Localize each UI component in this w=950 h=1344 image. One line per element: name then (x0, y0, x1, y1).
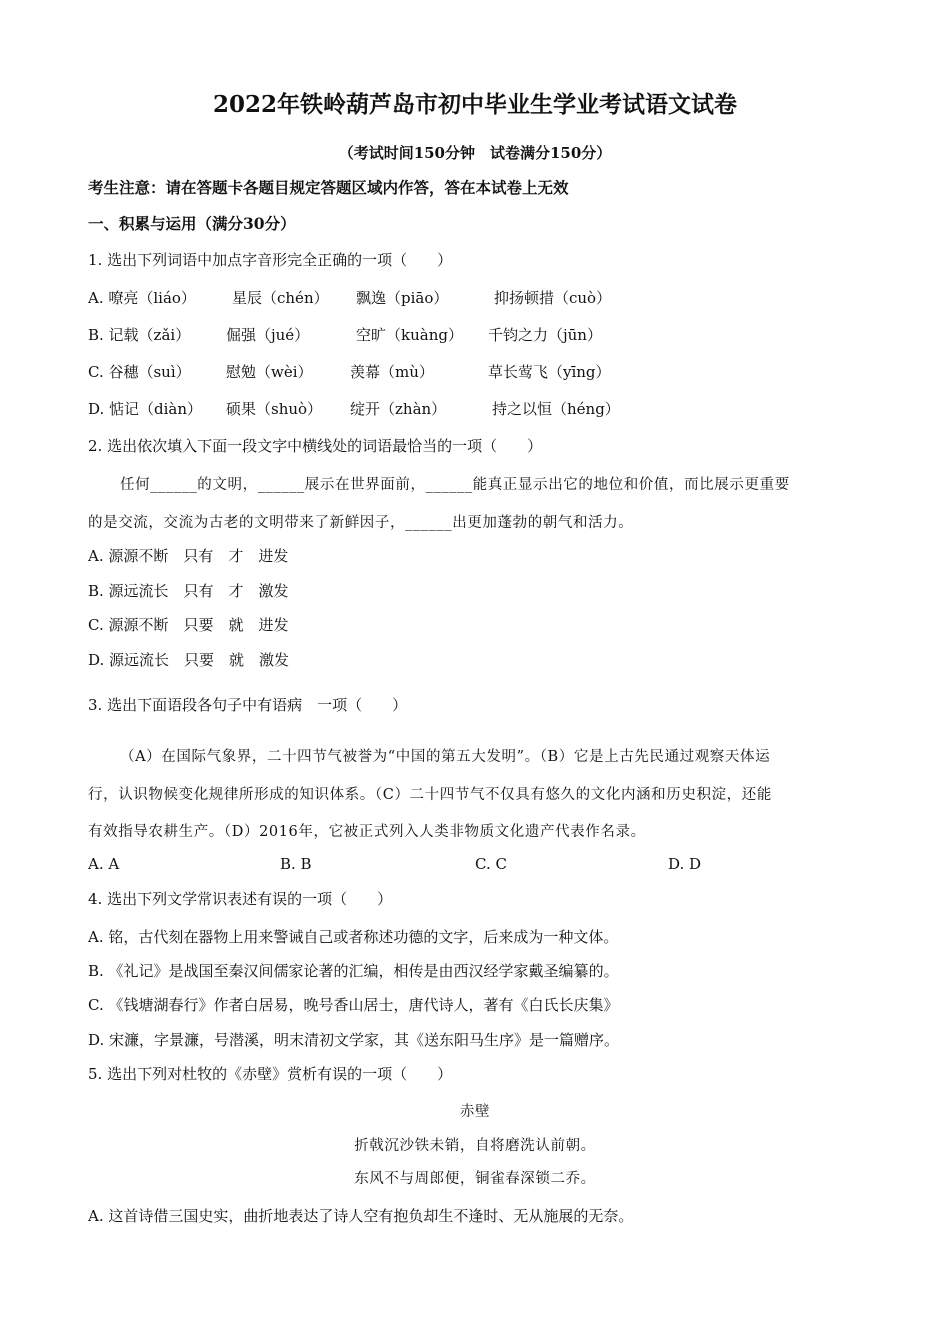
q1-stem: 1. 选出下列词语中加点字音形完全正确的一项（ ） (88, 251, 453, 269)
q1-option-a-1: A. 嘹亮（liáo） (88, 289, 196, 307)
exam-subtitle: （考试时间150分钟 试卷满分150分） (338, 144, 612, 162)
q1-option-a-2: 星辰（chén） (232, 289, 329, 307)
poem-line-1: 折戟沉沙铁未销，自将磨洗认前朝。 (354, 1138, 596, 1154)
q1-option-b-3: 空旷（kuàng） (356, 326, 463, 344)
q1-option-b-1: B. 记载（zǎi） (88, 326, 191, 344)
q1-option-b-4: 千钧之力（jūn） (488, 326, 602, 344)
q2-passage-line-2: 的是交流，交流为古老的文明带来了新鲜因子，______出更加蓬勃的朝气和活力。 (88, 515, 634, 531)
q1-option-d-2: 硕果（shuò） (226, 400, 323, 418)
candidate-notice: 考生注意：请在答题卡各题目规定答题区域内作答，答在本试卷上无效 (88, 178, 569, 197)
q3-option-c: C. C (475, 855, 507, 873)
q2-option-c: C. 源源不断 只要 就 进发 (88, 616, 289, 634)
q1-option-a-3: 飘逸（piāo） (356, 289, 449, 307)
q1-option-c-1: C. 谷穗（suì） (88, 363, 191, 381)
q2-stem: 2. 选出依次填入下面一段文字中横线处的词语最恰当的一项（ ） (88, 437, 543, 455)
q1-option-d-4: 持之以恒（héng） (492, 400, 620, 418)
q3-passage-line-1: （A）在国际气象界，二十四节气被誉为“中国的第五大发明”。（B）它是上古先民通过观察天体运 (120, 749, 771, 765)
section-heading: 一、积累与运用（满分30分） (88, 214, 296, 233)
q4-option-c: C. 《钱塘湖春行》作者白居易，晚号香山居士，唐代诗人，著有《白氏长庆集》 (88, 996, 619, 1014)
q3-option-b: B. B (280, 855, 312, 873)
q1-option-c-3: 羡幕（mù） (350, 363, 434, 381)
poem-line-2: 东风不与周郎便，铜雀春深锁二乔。 (354, 1171, 596, 1187)
q3-option-d: D. D (668, 855, 702, 873)
q1-option-a-4: 抑扬顿措（cuò） (494, 289, 612, 307)
q1-option-d-3: 绽开（zhàn） (350, 400, 447, 418)
q4-stem: 4. 选出下列文学常识表述有误的一项（ ） (88, 890, 393, 908)
q3-passage-line-3: 有效指导农耕生产。（D）2016年，它被正式列入人类非物质文化遗产代表作名录。 (88, 824, 646, 840)
q1-option-b-2: 倔强（jué） (226, 326, 310, 344)
q3-passage-line-2: 行，认识物候变化规律所形成的知识体系。（C）二十四节气不仅具有悠久的文化内涵和历史积淀，还能 (88, 787, 772, 803)
q1-option-c-2: 慰勉（wèi） (226, 363, 313, 381)
q2-option-a: A. 源源不断 只有 才 进发 (88, 547, 289, 565)
q1-option-c-4: 草长莺飞（yīng） (488, 363, 611, 381)
q2-option-d: D. 源远流长 只要 就 激发 (88, 651, 290, 669)
q2-option-b: B. 源远流长 只有 才 激发 (88, 582, 289, 600)
q4-option-d: D. 宋濂，字景濂，号潜溪，明末清初文学家，其《送东阳马生序》是一篇赠序。 (88, 1031, 620, 1049)
q2-passage-line-1: 任何______的文明，______展示在世界面前，______能真正显示出它的地位和价值，而比展示更重要 (120, 477, 790, 493)
q4-option-a: A. 铭，古代刻在器物上用来警诫自己或者称述功德的文字，后来成为一种文体。 (88, 928, 619, 946)
q5-option-a: A. 这首诗借三国史实，曲折地表达了诗人空有抱负却生不逢时、无从施展的无奈。 (88, 1207, 634, 1225)
q1-option-d-1: D. 惦记（diàn） (88, 400, 203, 418)
poem-title: 赤壁 (459, 1104, 491, 1120)
q3-stem: 3. 选出下面语段各句子中有语病 一项（ ） (88, 696, 408, 714)
q3-option-a: A. A (88, 855, 120, 873)
q4-option-b: B. 《礼记》是战国至秦汉间儒家论著的汇编，相传是由西汉经学家戴圣编纂的。 (88, 962, 619, 980)
exam-title: 2022年铁岭葫芦岛市初中毕业生学业考试语文试卷 (212, 91, 737, 118)
q5-stem: 5. 选出下列对杜牧的《赤壁》赏析有误的一项（ ） (88, 1065, 453, 1083)
